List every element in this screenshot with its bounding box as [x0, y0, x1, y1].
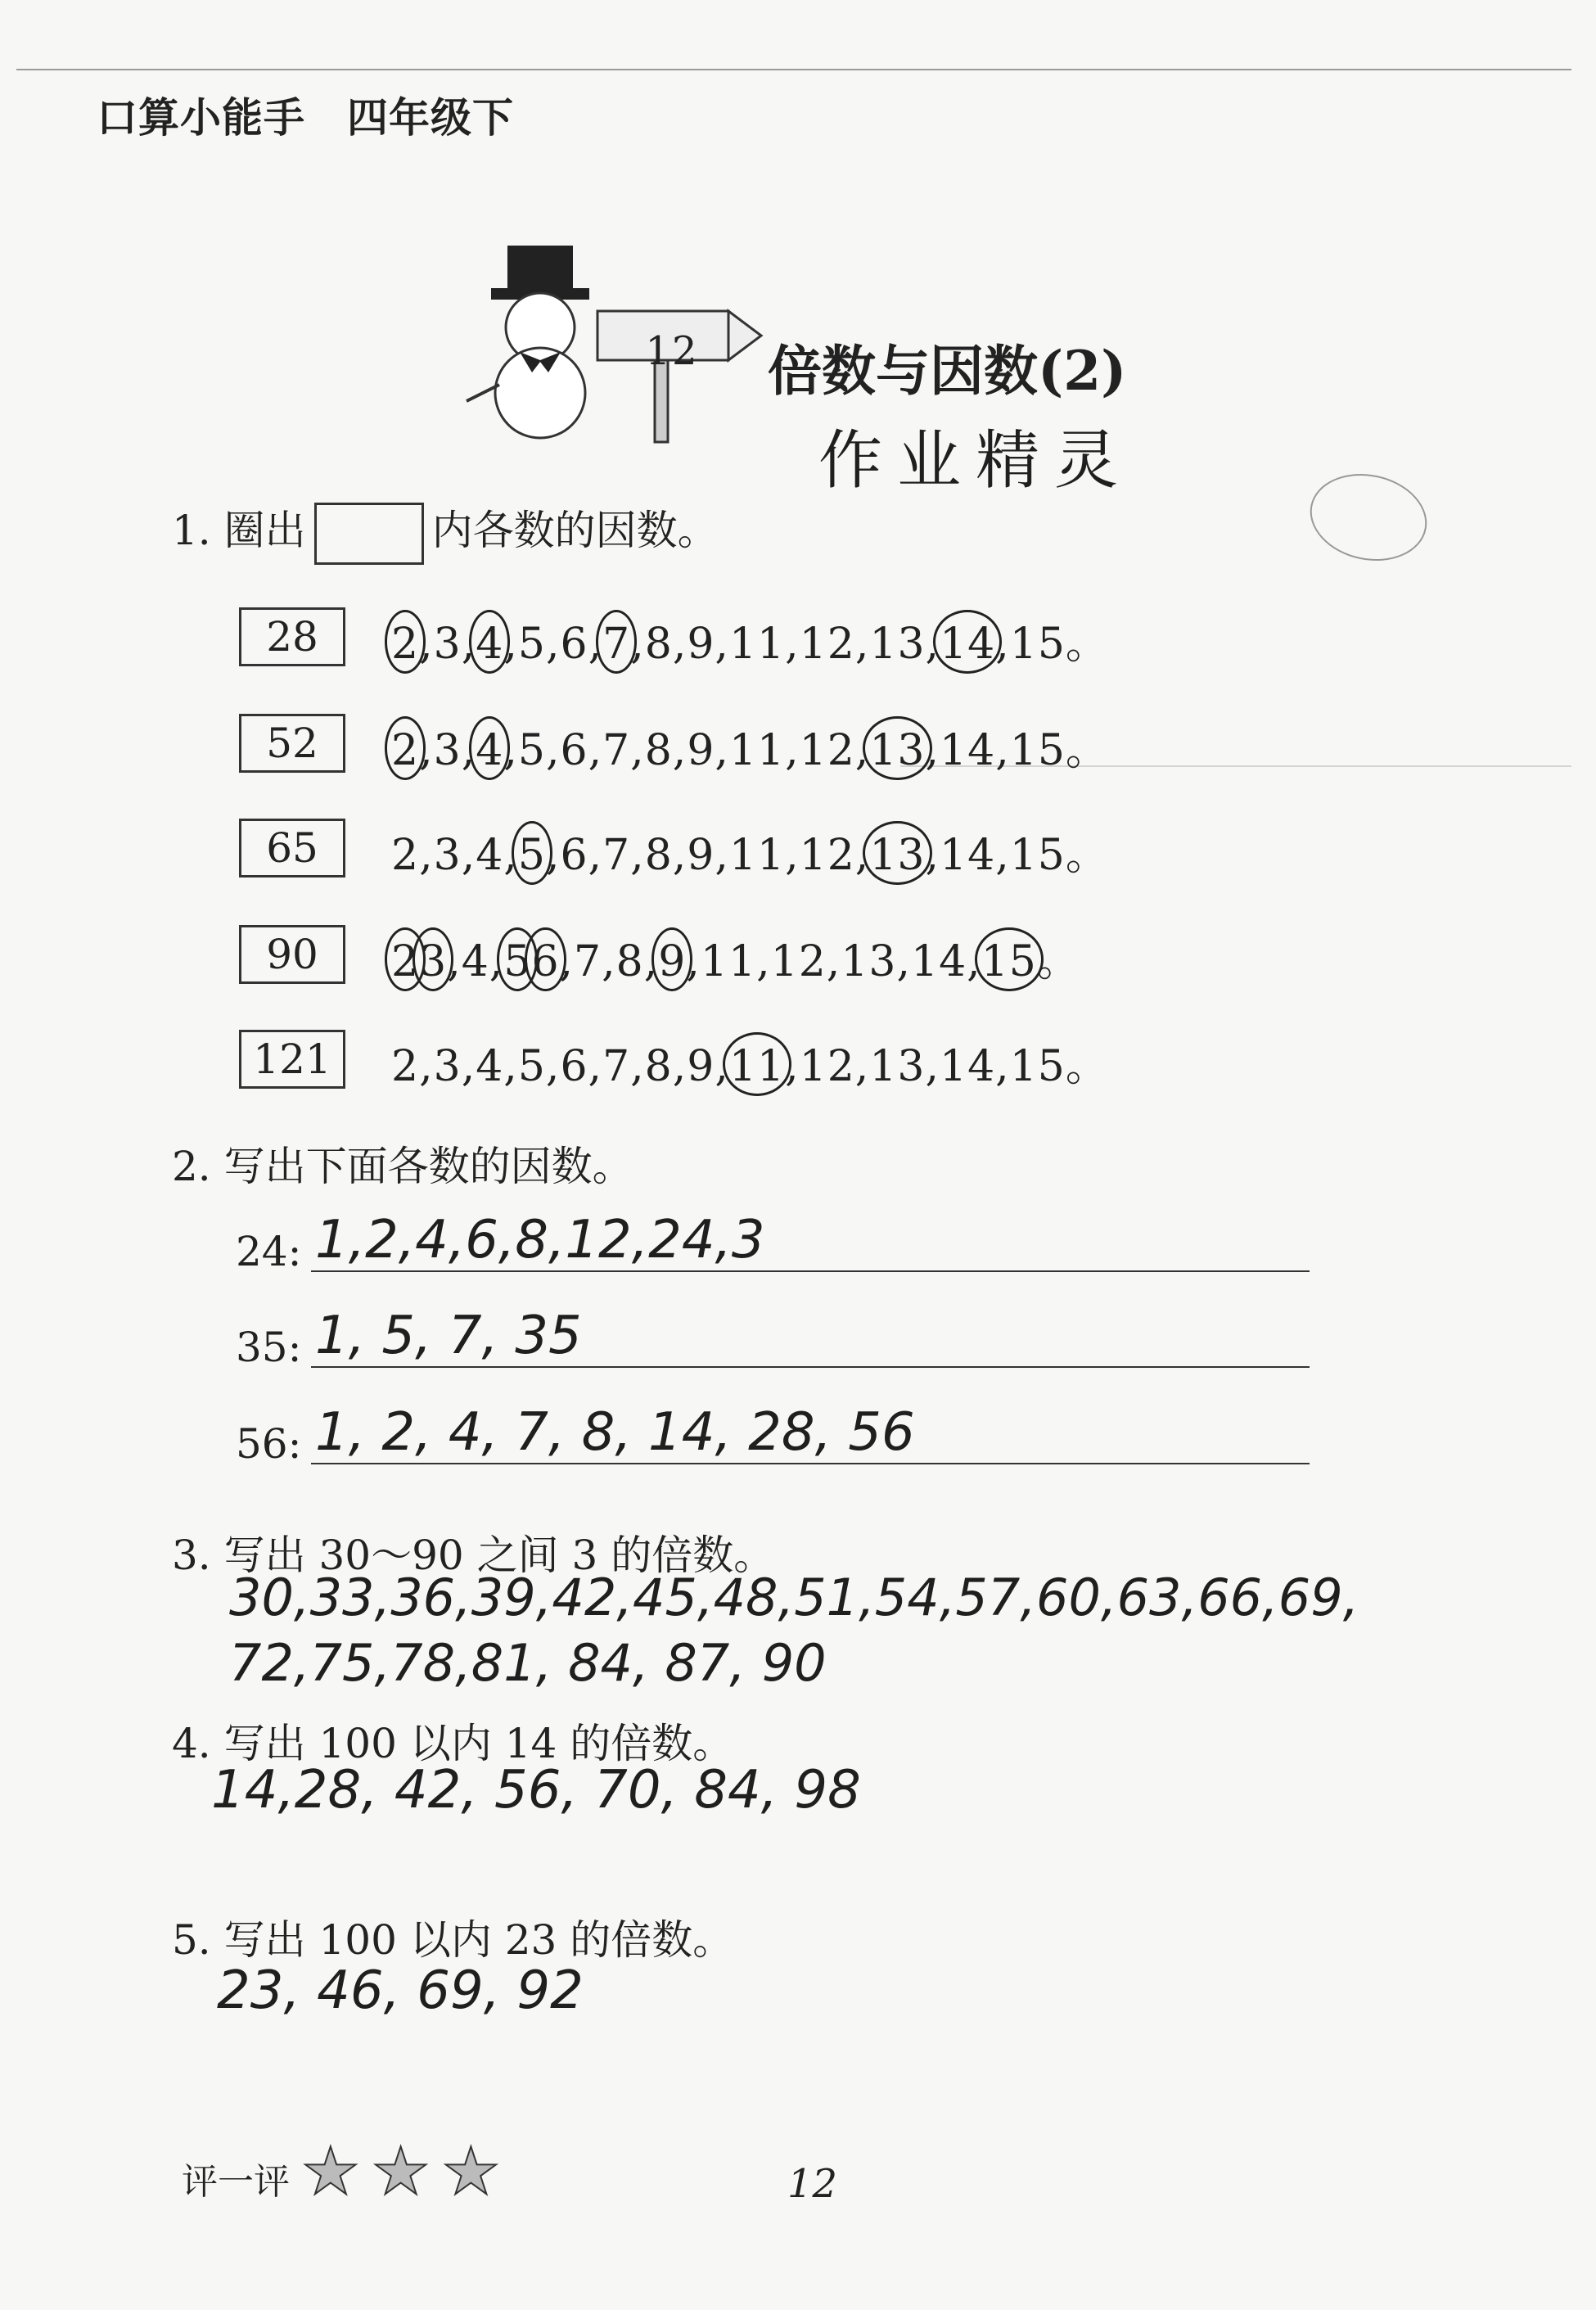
q1-number-box: 52 — [239, 714, 345, 773]
candidate-text: ,12,13,14,15。 — [785, 1042, 1109, 1091]
candidate-text: ,7,8, — [559, 937, 659, 986]
q2-answer: 1, 2, 4, 7, 8, 14, 28, 56 — [315, 1402, 915, 1463]
q1-candidate-list — [391, 927, 1080, 988]
stamp-logo — [1302, 463, 1435, 571]
q1-candidate-list — [391, 609, 1109, 670]
circled-factor: 2 — [391, 937, 420, 986]
star-icon: ★ — [441, 2133, 501, 2209]
circled-factor: 6 — [531, 937, 560, 986]
q1-candidate-list — [391, 1031, 1109, 1093]
circled-factor: 14 — [940, 620, 996, 669]
candidate-text: ,5,6, — [503, 620, 603, 669]
candidate-text: ,14,15。 — [925, 831, 1109, 880]
q1-candidate-list — [391, 820, 1109, 882]
answer-line — [311, 1366, 1310, 1368]
q1-prefix: 1. 圈出 — [172, 507, 306, 554]
handwritten-title: 作业精灵 — [818, 424, 1134, 498]
q4-title: 4. 写出 100 以内 14 的倍数。 — [172, 1720, 734, 1767]
q1-number-box: 121 — [239, 1030, 345, 1089]
header-rule — [16, 69, 1571, 70]
q4-answer: 14,28, 42, 56, 70, 84, 98 — [211, 1760, 861, 1820]
candidate-text: ,4, — [447, 937, 504, 986]
candidate-text: ,14,15。 — [925, 726, 1109, 775]
candidate-text: ,6,7,8,9,11,12, — [545, 831, 870, 880]
circled-factor: 5 — [517, 831, 546, 880]
star-icon: ★ — [371, 2133, 431, 2209]
q2-answer: 1, 5, 7, 35 — [315, 1306, 582, 1366]
circled-factor: 15 — [981, 937, 1037, 986]
circled-factor: 9 — [658, 937, 687, 986]
q1-number-box: 65 — [239, 819, 345, 878]
circled-factor: 11 — [728, 1042, 786, 1091]
q1-box-symbol — [314, 503, 424, 565]
circled-factor: 4 — [476, 726, 504, 775]
circled-factor: 7 — [602, 620, 631, 669]
q3-answer-line2: 72,75,78,81, 84, 87, 90 — [229, 1633, 827, 1693]
candidate-text: ,3, — [419, 726, 476, 775]
q2-number-label: 35: — [236, 1324, 302, 1371]
circled-factor: 3 — [419, 937, 448, 986]
candidate-text: ,8,9,11,12,13, — [630, 620, 940, 669]
lesson-title: 倍数与因数(2) — [768, 339, 1127, 403]
answer-line — [311, 1463, 1310, 1464]
candidate-text: 2,3,4, — [391, 831, 518, 880]
q2-number-label: 24: — [236, 1228, 302, 1275]
candidate-text: ,11,12,13,14, — [686, 937, 981, 986]
page-number: 12 — [787, 2161, 838, 2207]
star-icon: ★ — [301, 2133, 360, 2209]
circled-factor: 2 — [391, 726, 420, 775]
circled-factor: 13 — [869, 831, 926, 880]
snowman-signpost-illustration — [458, 237, 769, 450]
circled-factor: 2 — [391, 620, 420, 669]
q1-instruction — [172, 498, 719, 565]
circled-factor: 4 — [476, 620, 504, 669]
lesson-number: 12 — [645, 328, 699, 374]
q1-suffix: 内各数的因数。 — [431, 507, 719, 554]
candidate-text: ,15。 — [995, 620, 1109, 669]
candidate-text: 2,3,4,5,6,7,8,9, — [391, 1042, 729, 1091]
q1-number-box: 90 — [239, 925, 345, 984]
candidate-text: ,3, — [419, 620, 476, 669]
rating-row — [182, 2133, 500, 2209]
circled-factor: 5 — [503, 937, 532, 986]
q2-title: 2. 写出下面各数的因数。 — [172, 1143, 633, 1190]
rating-label: 评一评 — [182, 2161, 290, 2203]
candidate-text: 。 — [1036, 937, 1080, 986]
q2-number-label: 56: — [236, 1420, 302, 1468]
q1-candidate-list — [391, 715, 1109, 777]
answer-line — [311, 1270, 1310, 1272]
q3-answer-line1: 30,33,36,39,42,45,48,51,54,57,60,63,66,69, — [229, 1568, 1359, 1627]
candidate-text: ,5,6,7,8,9,11,12, — [503, 726, 870, 775]
book-title: 口算小能手 四年级下 — [97, 94, 514, 142]
q5-title: 5. 写出 100 以内 23 的倍数。 — [172, 1916, 734, 1964]
q2-answer: 1,2,4,6,8,12,24,3 — [315, 1210, 765, 1270]
q3-title: 3. 写出 30～90 之间 3 的倍数。 — [172, 1532, 775, 1579]
q5-answer: 23, 46, 69, 92 — [217, 1960, 584, 2021]
q1-number-box: 28 — [239, 607, 345, 666]
circled-factor: 13 — [869, 726, 926, 775]
